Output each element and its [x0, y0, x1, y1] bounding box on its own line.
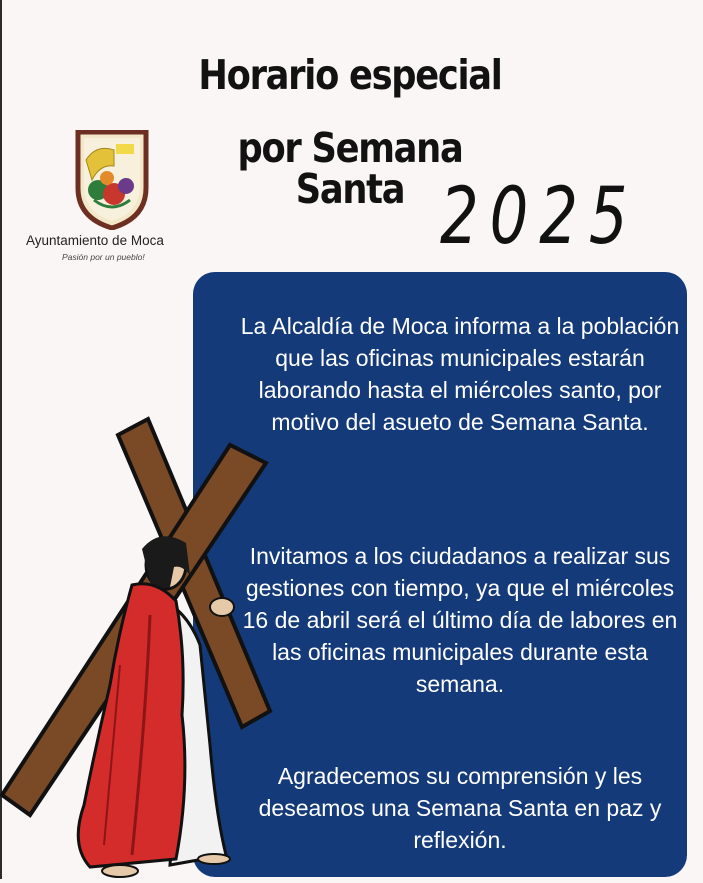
announcement-paragraph-3: Agradecemos su comprensión y les deseamos una Semana Santa en paz y reflexión.	[258, 763, 662, 853]
municipal-seal-icon	[74, 130, 150, 234]
announcement-paragraph-2: Invitamos a los ciudadanos a realizar sus gestiones con tiempo, ya que el miércoles 16 de abril será el último día de labores en las oficinas municipales durante esta semana.	[242, 543, 678, 697]
page-title-line2: por Semana Santa	[237, 124, 463, 213]
page-title-line1: Horario especial	[198, 51, 502, 99]
organization-name: Ayuntamiento de Moca	[26, 233, 164, 248]
year-label: 2025	[440, 172, 639, 262]
jesus-carrying-cross-illustration	[0, 415, 280, 883]
organization-tagline: Pasión por un pueblo!	[62, 252, 145, 262]
announcement-paragraph-1: La Alcaldía de Moca informa a la población que las oficinas municipales estarán laborando hasta el miércoles santo, por motivo del asueto de Semana Santa.	[240, 313, 680, 435]
